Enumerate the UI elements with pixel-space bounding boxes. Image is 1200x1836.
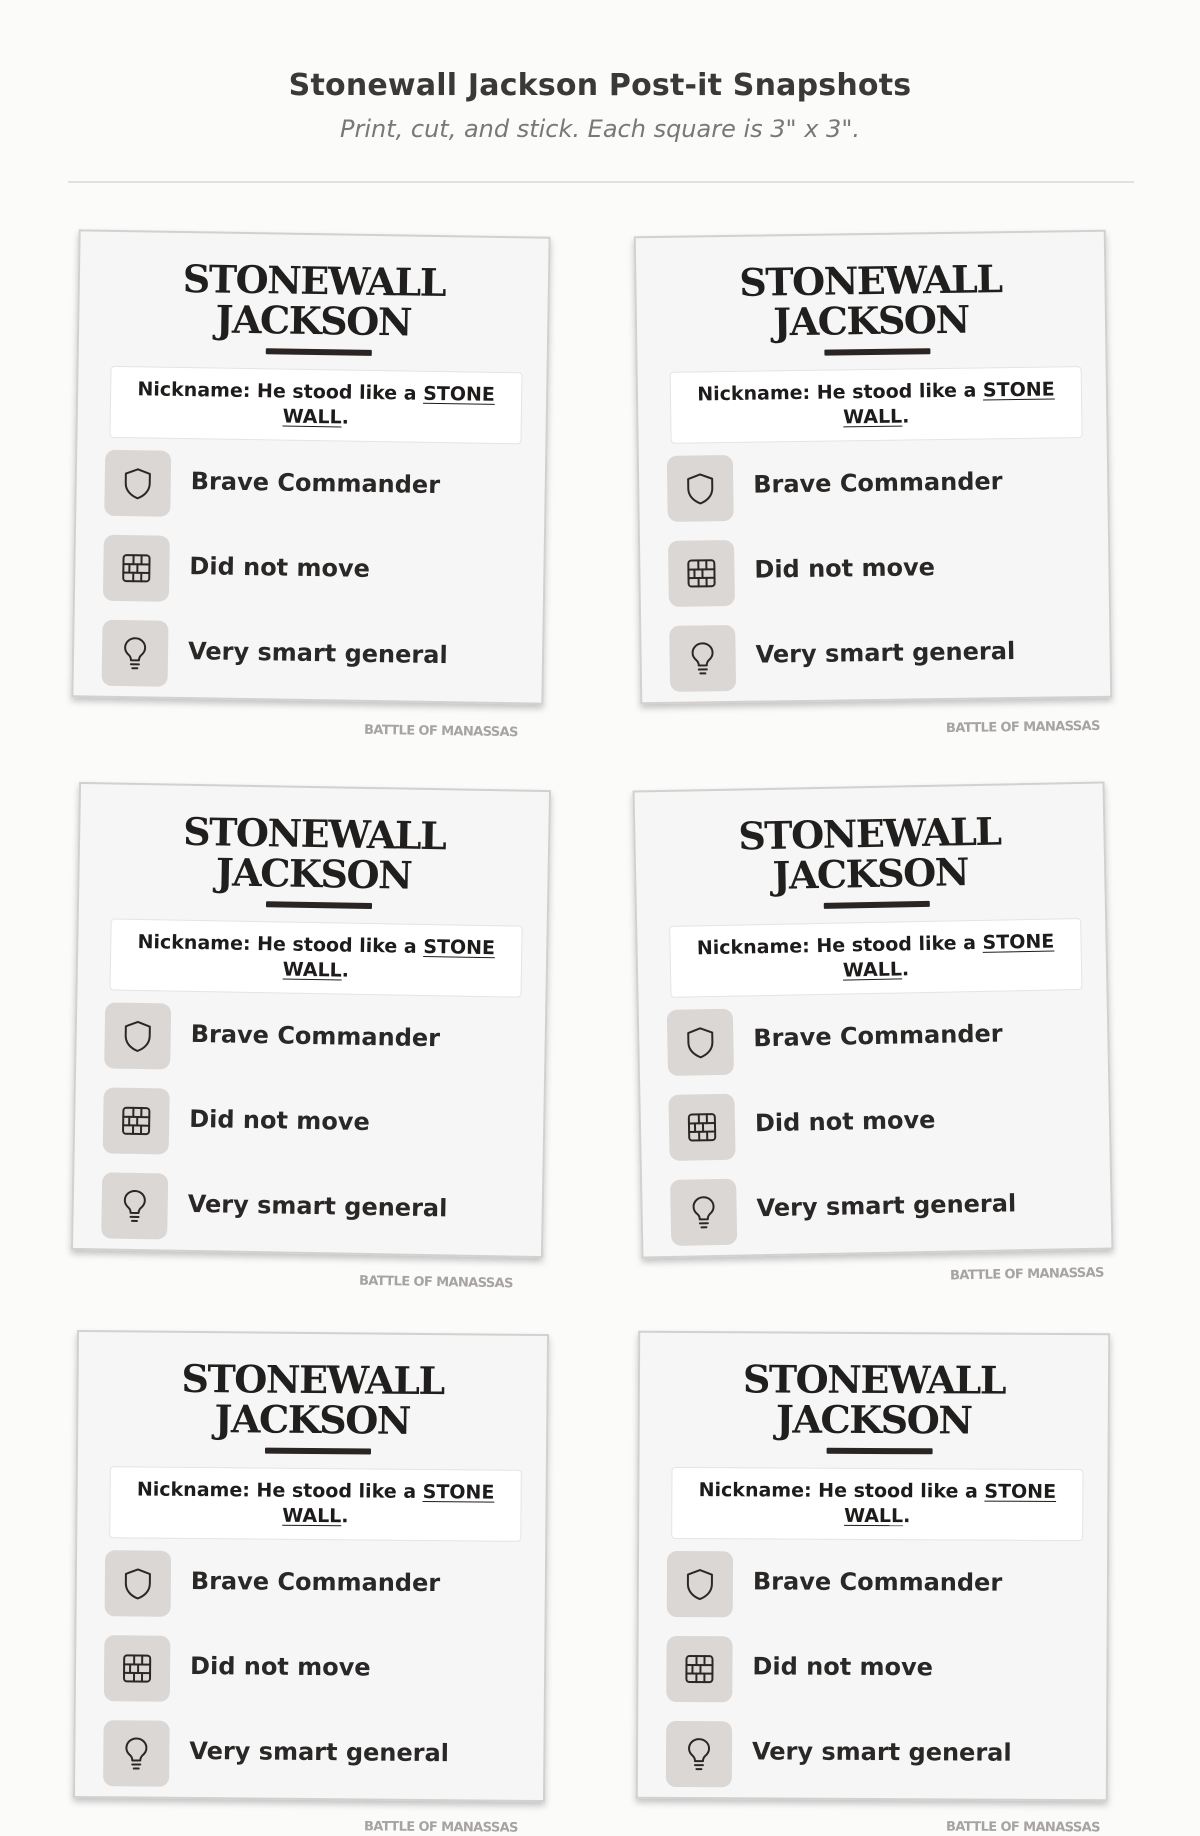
trait-very-smart-general — [666, 1721, 1086, 1789]
postit-card-3 — [71, 782, 551, 1258]
postit-card-6 — [636, 1331, 1110, 1801]
trait-very-smart-general — [103, 1720, 524, 1790]
header-divider — [68, 181, 1134, 183]
lightbulb-icon — [669, 625, 736, 692]
page-title: Stonewall Jackson Post-it Snapshots — [0, 68, 1200, 103]
nickname-emphasis-stone: STONE — [982, 931, 1054, 954]
trait-label: Did not move — [755, 1106, 936, 1137]
brick-wall-icon — [103, 1087, 170, 1154]
trait-very-smart-general — [102, 620, 523, 693]
trait-label: Did not move — [754, 553, 935, 584]
trait-label: Very smart general — [188, 1190, 448, 1223]
nickname-emphasis-wall: WALL — [283, 959, 342, 982]
nickname-prefix: Nickname: He stood like a — [137, 931, 423, 958]
nickname-box — [109, 366, 522, 444]
lightbulb-icon — [102, 620, 169, 687]
title-underline — [266, 348, 372, 356]
card-title-line1: STONEWALL — [80, 257, 549, 304]
nickname-emphasis-wall: WALL — [843, 406, 902, 429]
nickname-suffix: . — [902, 958, 910, 980]
lightbulb-icon — [101, 1172, 168, 1239]
card-title — [79, 257, 548, 344]
nickname-suffix: . — [342, 406, 350, 428]
trait-label: Did not move — [189, 1105, 370, 1136]
title-underline — [266, 901, 372, 909]
card-title-line1: STONEWALL — [80, 810, 549, 858]
trait-brave-commander — [104, 450, 525, 523]
nickname-box — [109, 918, 522, 997]
card-footer: BATTLE OF MANASSAS — [950, 1266, 1104, 1284]
nickname-suffix: . — [341, 1505, 348, 1527]
trait-did-not-move — [666, 1636, 1086, 1704]
brick-wall-icon — [668, 540, 735, 607]
nickname-suffix: . — [342, 960, 350, 982]
card-title — [640, 1359, 1108, 1441]
brick-wall-icon — [104, 1635, 171, 1702]
postit-card-1 — [71, 229, 550, 704]
shield-icon — [105, 1550, 172, 1617]
trait-very-smart-general — [669, 620, 1090, 692]
trait-did-not-move — [103, 1087, 524, 1160]
nickname-prefix: Nickname: He stood like a — [697, 379, 983, 405]
card-title-line1: STONEWALL — [636, 258, 1105, 305]
nickname-emphasis-stone: STONE — [423, 383, 495, 406]
card-footer: BATTLE OF MANASSAS — [946, 1820, 1100, 1836]
trait-very-smart-general — [101, 1172, 522, 1245]
lightbulb-icon — [670, 1179, 737, 1246]
card-title-line2: JACKSON — [637, 298, 1106, 345]
card-title-line2: JACKSON — [79, 297, 548, 344]
trait-very-smart-general — [670, 1172, 1091, 1246]
title-underline — [265, 1448, 371, 1455]
title-underline — [824, 348, 930, 355]
nickname-emphasis-stone: STONE — [423, 1481, 495, 1504]
trait-label: Very smart general — [756, 1189, 1016, 1222]
trait-label: Brave Commander — [191, 1567, 441, 1597]
trait-label: Did not move — [190, 1652, 371, 1682]
trait-did-not-move — [104, 1635, 525, 1705]
card-footer: BATTLE OF MANASSAS — [364, 1819, 518, 1835]
card-footer: BATTLE OF MANASSAS — [946, 719, 1100, 736]
nickname-emphasis-wall: WALL — [282, 406, 341, 429]
card-footer: BATTLE OF MANASSAS — [359, 1274, 513, 1292]
nickname-prefix: Nickname: He stood like a — [699, 1479, 985, 1502]
card-title-line2: JACKSON — [636, 850, 1105, 899]
brick-wall-icon — [666, 1636, 732, 1702]
title-underline — [824, 901, 930, 909]
nickname-prefix: Nickname: He stood like a — [697, 932, 983, 959]
nickname-suffix: . — [902, 405, 910, 427]
lightbulb-icon — [666, 1721, 732, 1787]
nickname-emphasis-wall: WALL — [843, 958, 902, 981]
card-footer: BATTLE OF MANASSAS — [364, 723, 518, 740]
card-title-line2: JACKSON — [79, 850, 548, 898]
trait-label: Very smart general — [752, 1737, 1012, 1766]
trait-label: Brave Commander — [190, 1020, 440, 1052]
trait-label: Very smart general — [755, 637, 1015, 669]
nickname-box — [670, 366, 1083, 444]
nickname-prefix: Nickname: He stood like a — [137, 1478, 423, 1502]
page-header — [0, 68, 1200, 143]
brick-wall-icon — [103, 535, 170, 602]
trait-label: Brave Commander — [753, 1567, 1002, 1596]
shield-icon — [104, 450, 171, 517]
card-title — [635, 810, 1104, 899]
card-title — [636, 258, 1105, 345]
nickname-box — [669, 918, 1082, 998]
card-title-line1: STONEWALL — [635, 810, 1104, 859]
trait-brave-commander — [104, 1002, 525, 1075]
postit-card-5 — [73, 1330, 549, 1802]
trait-did-not-move — [103, 535, 524, 608]
postit-card-4 — [633, 782, 1114, 1259]
nickname-suffix: . — [903, 1505, 910, 1527]
trait-did-not-move — [668, 535, 1089, 607]
brick-wall-icon — [668, 1094, 735, 1161]
nickname-box — [671, 1467, 1083, 1541]
trait-brave-commander — [667, 1551, 1087, 1619]
card-title-line2: JACKSON — [78, 1398, 546, 1442]
trait-label: Brave Commander — [753, 1020, 1003, 1053]
trait-label: Brave Commander — [191, 467, 441, 499]
trait-label: Brave Commander — [753, 467, 1003, 498]
trait-label: Did not move — [189, 552, 370, 583]
nickname-emphasis-stone: STONE — [983, 378, 1055, 401]
nickname-emphasis-stone: STONE — [984, 1481, 1056, 1503]
trait-label: Very smart general — [189, 1737, 449, 1767]
trait-did-not-move — [668, 1087, 1089, 1161]
shield-icon — [667, 1551, 733, 1617]
nickname-prefix: Nickname: He stood like a — [137, 378, 423, 404]
title-underline — [827, 1448, 933, 1455]
nickname-emphasis-wall: WALL — [844, 1505, 903, 1527]
postit-card-2 — [634, 230, 1112, 705]
shield-icon — [104, 1002, 171, 1069]
card-title — [78, 1358, 547, 1442]
trait-brave-commander — [667, 1002, 1088, 1076]
trait-brave-commander — [105, 1550, 526, 1620]
card-title-line1: STONEWALL — [78, 1358, 546, 1402]
trait-label: Did not move — [752, 1652, 933, 1681]
page-subtitle: Print, cut, and stick. Each square is 3" x 3". — [0, 115, 1200, 143]
shield-icon — [667, 1009, 734, 1076]
shield-icon — [667, 455, 734, 522]
card-title — [79, 810, 548, 898]
card-title-line1: STONEWALL — [640, 1359, 1108, 1401]
card-title-line2: JACKSON — [640, 1399, 1108, 1441]
lightbulb-icon — [103, 1720, 170, 1787]
trait-label: Very smart general — [188, 637, 448, 669]
nickname-box — [109, 1466, 522, 1542]
trait-brave-commander — [667, 450, 1088, 522]
nickname-emphasis-stone: STONE — [423, 936, 495, 959]
nickname-emphasis-wall: WALL — [282, 1505, 341, 1528]
